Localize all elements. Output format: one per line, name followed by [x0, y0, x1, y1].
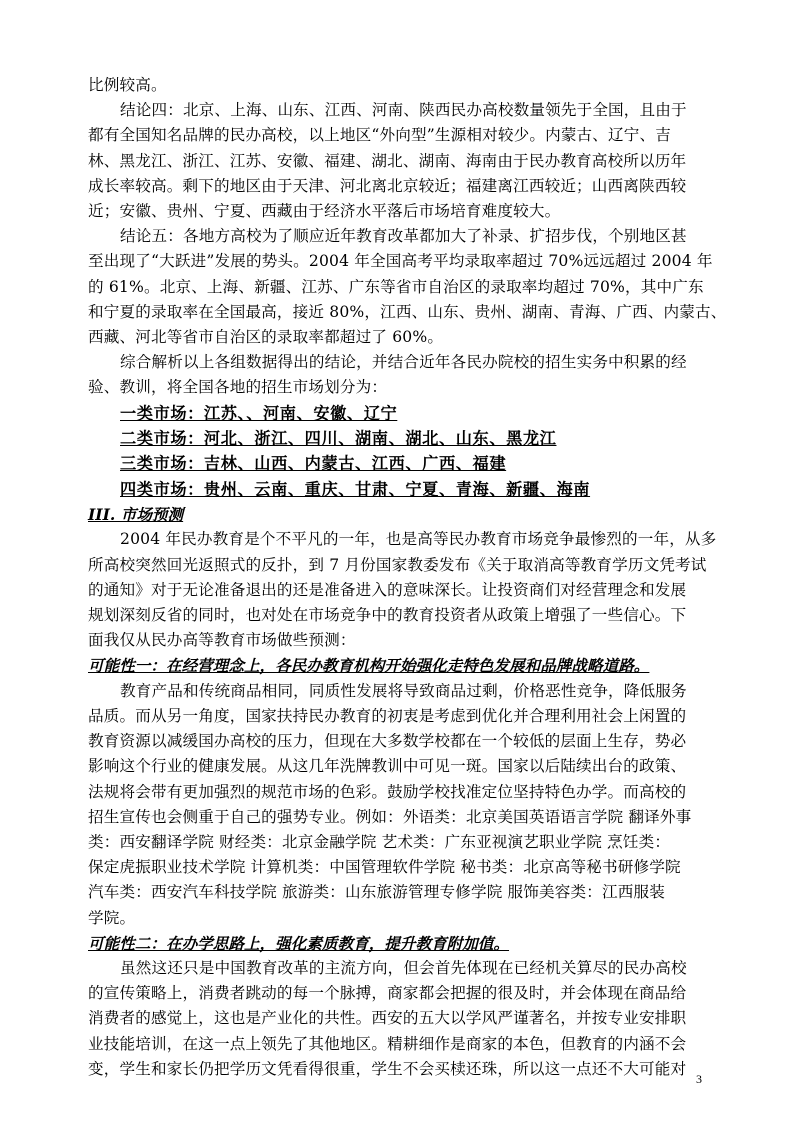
- paragraph-line: 影响这个行业的健康发展。从这几年洗牌教训中可见一斑。国家以后陆续出台的政策、: [88, 757, 687, 776]
- paragraph-line: 法规将会带有更加强烈的规范市场的色彩。鼓励学校找准定位坚持特色办学。而高校的: [88, 782, 687, 801]
- paragraph-line: 面我仅从民办高等教育市场做些预测：: [88, 631, 356, 650]
- paragraph-line: 的通知》对于无论准备退出的还是准备进入的意味深长。让投资商们对经营理念和发展: [88, 580, 687, 599]
- paragraph-line: 学院。: [88, 908, 136, 927]
- paragraph-line: 都有全国知名品牌的民办高校，以上地区“外向型”生源相对较少。内蒙古、辽宁、吉: [88, 126, 672, 145]
- paragraph-line: 的宣传策略上，消费者跳动的每一个脉搏，商家都会把握的很及时，并会体现在商品给: [88, 984, 687, 1003]
- paragraph-line: 招生宣传也会侧重于自己的强势专业。例如：外语类：北京美国英语语言学院 翻译外事: [88, 807, 692, 826]
- paragraph-line: 汽车类：西安汽车科技学院 旅游类：山东旅游管理专修学院 服饰美容类：江西服装: [88, 883, 665, 902]
- paragraph-line: 规划深刻反省的同时，也对处在市场竞争中的教育投资者从政策上增强了一些信心。下: [88, 606, 687, 625]
- document-page: [88, 73, 727, 1082]
- market-category-2: 二类市场：河北、浙江、四川、湖南、湖北、山东、黑龙江: [120, 429, 557, 449]
- paragraph-line: 教育产品和传统商品相同，同质性发展将导致商品过剩，价格恶性竞争，降低服务: [120, 681, 687, 700]
- market-category-4: 四类市场：贵州、云南、重庆、甘肃、宁夏、青海、新疆、海南: [120, 479, 591, 499]
- page-number: 3: [696, 1072, 702, 1086]
- paragraph-line: 验、教训，将全国各地的招生市场划分为：: [88, 378, 388, 397]
- paragraph-line: 虽然这还只是中国教育改革的主流方向，但会首先体现在已经机关算尽的民办高校: [120, 958, 687, 977]
- market-category-1: 一类市场：江苏、、河南、安徽、辽宁: [120, 403, 398, 423]
- forecast-intro-paragraph: [88, 527, 717, 653]
- paragraph-line: 教育资源以减缓国办高校的压力，但现在大多数学校都在一个较低的层面上生存，势必: [88, 732, 687, 751]
- paragraph-line: 和宁夏的录取率在全国最高，接近 80%，江西、山东、贵州、湖南、青海、广西、内蒙古、: [88, 302, 727, 321]
- paragraph-line: 品质。而从另一角度，国家扶持民办教育的初衷是考虑到优化并合理利用社会上闲置的: [88, 706, 687, 725]
- paragraph-line: 类：西安翻译学院 财经类：北京金融学院 艺术类：广东亚视演艺职业学院 烹饪类：: [88, 832, 671, 851]
- summary-paragraph: [88, 350, 710, 400]
- paragraph-line: 业技能培训，在这一点上领先了其他地区。精耕细作是商家的本色，但教育的内涵不会: [88, 1034, 687, 1053]
- paragraph-line: 2004 年民办教育是个不平凡的一年，也是高等民办教育市场竞争最惨烈的一年，从多: [120, 530, 717, 549]
- paragraph-line: 成长率较高。剩下的地区由于天津、河北离北京较近；福建离江西较近；山西离陕西较: [88, 176, 687, 195]
- paragraph-line: 保定虎振职业技术学院 计算机类：中国管理软件学院 秘书类：北京高等秘书研修学院: [88, 858, 681, 877]
- paragraph-line: 消费者的感觉上，这也是产业化的共性。西安的五大以学风严谨著名，并按专业安排职: [88, 1009, 687, 1028]
- paragraph-line: 比例较高。: [88, 76, 167, 94]
- conclusion-four-paragraph: [88, 98, 710, 224]
- paragraph-line: 结论五：各地方高校为了顺应近年教育改革都加大了补录、扩招步伐，个别地区甚: [120, 227, 687, 246]
- conclusion-five-paragraph: [88, 224, 727, 350]
- paragraph-line: 综合解析以上各组数据得出的结论，并结合近年各民办院校的招生实务中积累的经: [120, 353, 687, 372]
- paragraph-line: 至出现了“大跃进”发展的势头。2004 年全国高考平均录取率超过 70%远远超过 2004 年: [88, 252, 713, 271]
- market-category-list: [88, 401, 710, 503]
- possibility-two-heading: 可能性二：在办学思路上，强化素质教育，提升教育附加值。: [88, 933, 510, 953]
- paragraph-line: 所高校突然回光返照式的反扑，到 7 月份国家教委发布《关于取消高等教育学历文凭考试: [88, 555, 707, 574]
- paragraph-line: 变，学生和家长仍把学历文凭看得很重，学生不会买椟还珠，所以这一点还不大可能对: [88, 1059, 687, 1078]
- paragraph-line: 林、黑龙江、浙江、江苏、安徽、福建、湖北、湖南、海南由于民办教育高校所以历年: [88, 151, 687, 170]
- section-heading: III. 市场预测: [88, 505, 184, 525]
- paragraph-line: 西藏、河北等省市自治区的录取率都超过了 60%。: [88, 328, 444, 347]
- possibility-two-paragraph: [88, 956, 710, 1082]
- paragraph-line: 结论四：北京、上海、山东、江西、河南、陕西民办高校数量领先于全国，且由于: [120, 101, 687, 120]
- possibility-one-heading: 可能性一：在经营理念上，各民办教育机构开始强化走特色发展和品牌战略道路。: [88, 656, 650, 676]
- paragraph-line: 的 61%。北京、上海、新疆、江苏、广东等省市自治区的录取率均超过 70%，其中广东: [88, 277, 704, 296]
- paragraph-line: 近；安徽、贵州、宁夏、西藏由于经济水平落后市场培育难度较大。: [88, 202, 561, 221]
- market-category-3: 三类市场：吉林、山西、内蒙古、江西、广西、福建: [120, 454, 507, 474]
- possibility-one-paragraph: [88, 679, 710, 931]
